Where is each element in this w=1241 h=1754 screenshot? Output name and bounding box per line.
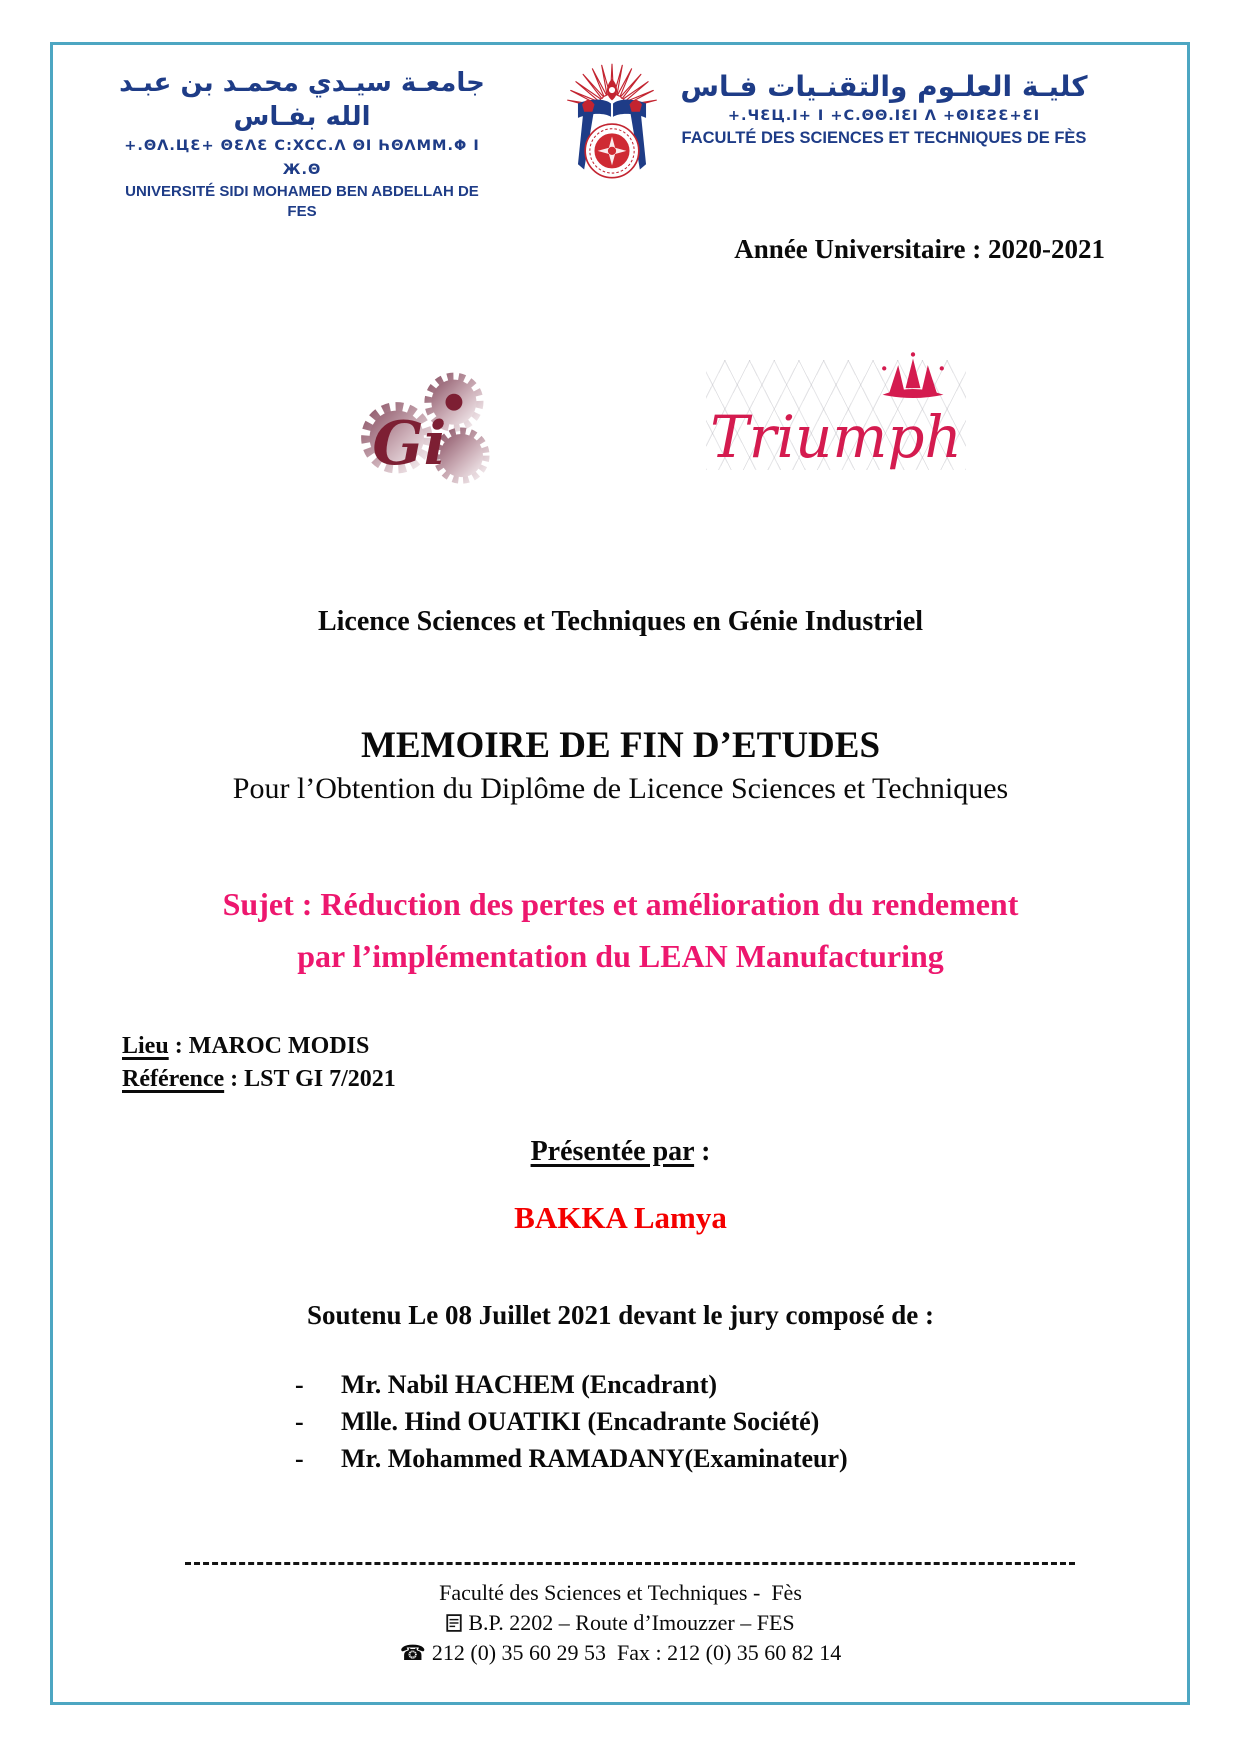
location-value: MAROC MODIS (188, 1033, 370, 1059)
header-university-block (110, 66, 494, 222)
reference-value: LST GI 7/2021 (244, 1066, 396, 1092)
academic-year: Année Universitaire : 2020-2021 (734, 234, 1105, 264)
jury-member (295, 1440, 848, 1477)
footer-phone-text: 212 (0) 35 60 29 53 Fax : 212 (0) 35 60 82 14 (431, 1640, 842, 1665)
footer-dashed-separator (185, 1562, 1075, 1565)
jury-dash: - (295, 1370, 304, 1399)
presented-by-label: Présentée par (530, 1136, 695, 1167)
memoire-title: MEMOIRE DE FIN D’ETUDES (360, 725, 881, 766)
reference-label: Référence (122, 1066, 225, 1092)
footer-address-line (0, 1608, 1241, 1638)
memoire-subtitle: Pour l’Obtention du Diplôme de Licence Sciences et Techniques (232, 772, 1009, 805)
triumph-wordmark: Triumph (710, 403, 962, 471)
crest-medallion-icon (585, 124, 639, 178)
university-tifinagh-name: +.ΘΛ.ЦƐ+ ΘƐΛƐ C:XCC.Λ ΘΙ ҺΘΛΜΜ.Φ Ι Ж.Θ (124, 138, 480, 178)
jury-member (295, 1366, 848, 1403)
subject-line-1: Sujet : Réduction des pertes et amélioration du rendement (222, 886, 1019, 922)
footer-contact-block (0, 1578, 1241, 1668)
jury-member-name: Mr. Nabil HACHEM (Encadrant) (341, 1370, 718, 1399)
triumph-logo (706, 360, 966, 470)
triumph-crown-icon (876, 350, 950, 400)
crest-flame-icon (607, 79, 617, 101)
jury-dash: - (295, 1444, 304, 1473)
subject-line-2: par l’implémentation du LEAN Manufacturing (297, 938, 944, 974)
jury-member-name: Mlle. Hind OUATIKI (Encadrante Société) (341, 1407, 820, 1436)
footer-faculty-text: Faculté des Sciences et Techniques - Fès (439, 1580, 802, 1605)
gi-letters: Gi (372, 409, 447, 480)
document-icon (446, 1614, 462, 1632)
footer-address-text: B.P. 2202 – Route d’Imouzzer – FES (468, 1610, 795, 1635)
jury-member (295, 1403, 848, 1440)
faculty-tifinagh-name: +.ЧƐЦ.Ι+ Ι +C.ΘΘ.ΙƐΙ Λ +ΘΙƐƧƐ+ƐΙ (727, 108, 1041, 124)
subject-title (0, 878, 1241, 982)
author-name: BAKKA Lamya (514, 1200, 727, 1235)
presented-by-line (0, 1136, 1241, 1168)
university-arabic-name: جامعـة سيـدي محمـد بن عبـد الله بفـاس (119, 68, 485, 132)
presented-by-colon: : (694, 1136, 711, 1167)
jury-member-name: Mr. Mohammed RAMADANY(Examinateur) (341, 1444, 848, 1473)
faculty-arabic-name: كليـة العلـوم والتقنـيات فـاس (680, 70, 1088, 103)
footer-faculty-line (0, 1578, 1241, 1608)
jury-list (295, 1366, 848, 1477)
faculty-french-name: FACULTÉ DES SCIENCES ET TECHNIQUES DE FÈS (681, 129, 1087, 147)
genie-industriel-logo (348, 368, 498, 486)
reference-line (122, 1063, 396, 1096)
header-faculty-block (666, 70, 1102, 148)
reference-sep: : (224, 1066, 245, 1092)
location-reference-block (122, 1030, 396, 1096)
location-label: Lieu (122, 1033, 169, 1059)
location-line (122, 1030, 396, 1063)
location-sep: : (168, 1033, 189, 1059)
jury-dash: - (295, 1407, 304, 1436)
program-title: Licence Sciences et Techniques en Génie Industriel (317, 606, 924, 637)
telephone-icon: ☎ (399, 1641, 426, 1665)
defense-intro: Soutenu Le 08 Juillet 2021 devant le jury composé de : (307, 1300, 934, 1330)
footer-phone-line (0, 1638, 1241, 1668)
university-crest-logo (560, 56, 664, 188)
university-french-name: UNIVERSITÉ SIDI MOHAMED BEN ABDELLAH DE FES (125, 183, 479, 220)
